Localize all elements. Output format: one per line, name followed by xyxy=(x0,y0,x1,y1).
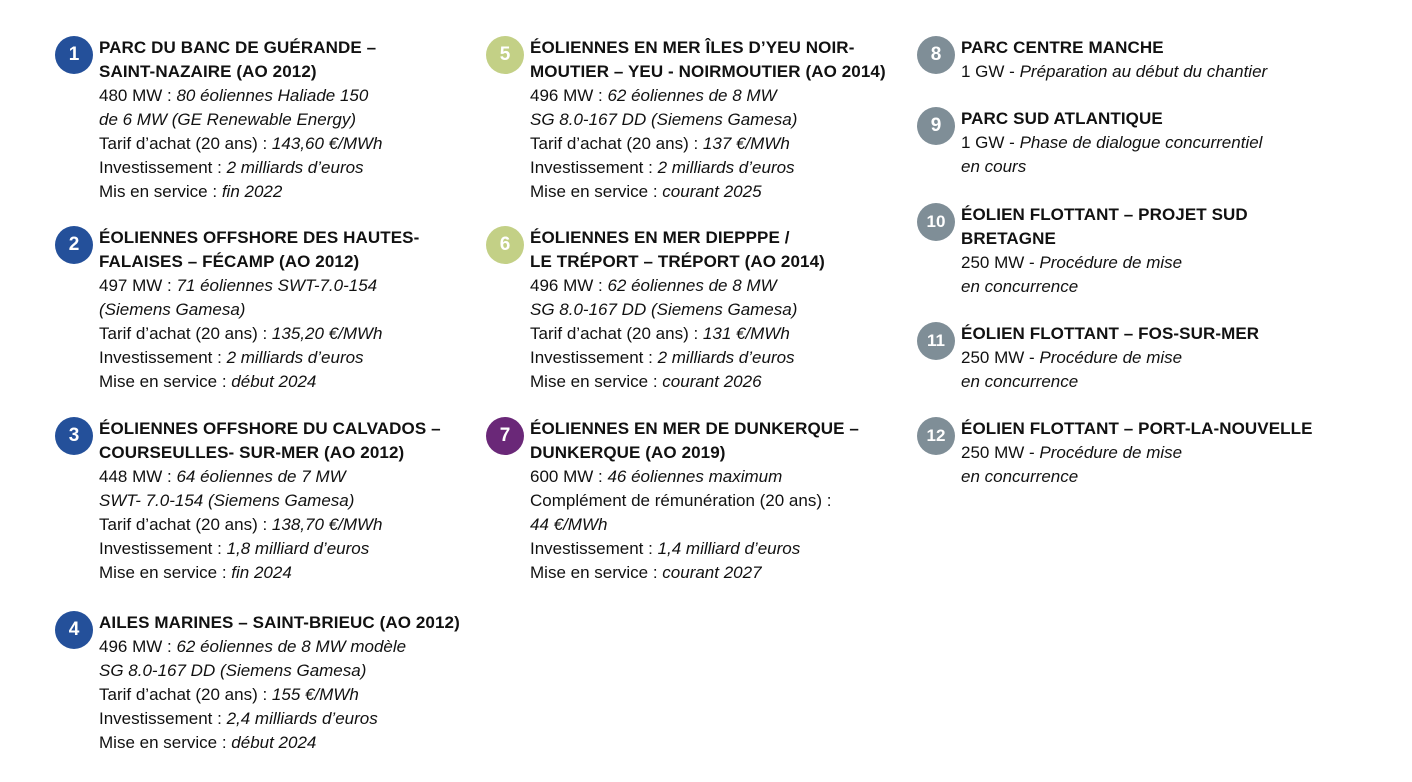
detail-line xyxy=(530,346,896,370)
detail-separator: : xyxy=(648,182,663,201)
detail-label: Investissement xyxy=(99,348,213,367)
project-title: ÉOLIENNES EN MER DIEPPPE / xyxy=(530,228,790,247)
project-12 xyxy=(917,417,1337,489)
project-title: ÉOLIENNES OFFSHORE DU CALVADOS – xyxy=(99,419,441,438)
detail-line xyxy=(530,513,896,537)
project-title: ÉOLIENNES OFFSHORE DES HAUTES- xyxy=(99,228,420,247)
detail-line xyxy=(99,156,465,180)
detail-separator: : xyxy=(688,134,703,153)
detail-line xyxy=(961,346,1337,370)
detail-separator: : xyxy=(593,276,608,295)
detail-line xyxy=(961,60,1337,84)
detail-value: Procédure de mise xyxy=(1039,348,1183,367)
column-3 xyxy=(917,36,1337,489)
detail-label: 1 GW xyxy=(961,62,1005,81)
project-4 xyxy=(55,611,465,755)
detail-label: Investissement xyxy=(99,158,213,177)
detail-separator: : xyxy=(593,467,608,486)
detail-value: (Siemens Gamesa) xyxy=(99,300,246,319)
detail-value: fin 2022 xyxy=(221,182,283,201)
project-number-badge: 7 xyxy=(486,417,524,455)
project-3 xyxy=(55,417,465,611)
detail-line xyxy=(99,370,465,394)
detail-label: Mise en service xyxy=(99,733,218,752)
project-number-badge: 12 xyxy=(917,417,955,455)
project-title: FALAISES – FÉCAMP (AO 2012) xyxy=(99,252,360,271)
detail-separator: : xyxy=(212,539,227,558)
detail-separator: : xyxy=(212,348,227,367)
project-10 xyxy=(917,203,1337,322)
detail-label: Mise en service xyxy=(99,372,218,391)
column-1 xyxy=(55,36,465,755)
project-title: BRETAGNE xyxy=(961,229,1056,248)
detail-separator: : xyxy=(257,685,272,704)
detail-separator: : xyxy=(257,515,272,534)
detail-label: 600 MW xyxy=(530,467,594,486)
detail-separator: : xyxy=(162,276,177,295)
project-number-badge: 6 xyxy=(486,226,524,264)
detail-line xyxy=(99,108,465,132)
detail-value: 2 milliards d’euros xyxy=(657,348,795,367)
project-title: AILES MARINES – SAINT-BRIEUC (AO 2012) xyxy=(99,613,460,632)
detail-separator: : xyxy=(257,324,272,343)
detail-value: 143,60 €/MWh xyxy=(271,134,383,153)
project-title: MOUTIER – YEU - NOIRMOUTIER (AO 2014) xyxy=(530,62,886,81)
detail-separator: : xyxy=(643,539,658,558)
project-number-badge: 1 xyxy=(55,36,93,74)
detail-label: 496 MW xyxy=(99,637,163,656)
detail-value: 44 €/MWh xyxy=(530,515,608,534)
detail-line xyxy=(530,274,896,298)
project-title: ÉOLIENNES EN MER ÎLES D’YEU NOIR- xyxy=(530,38,855,57)
detail-value: SG 8.0-167 DD (Siemens Gamesa) xyxy=(530,110,798,129)
detail-value: 80 éoliennes Haliade 150 xyxy=(176,86,369,105)
detail-label: Mise en service xyxy=(99,563,218,582)
detail-label: Tarif d’achat (20 ans) xyxy=(530,324,689,343)
detail-label: Mis en service xyxy=(99,182,208,201)
detail-value: 2 milliards d’euros xyxy=(226,348,364,367)
detail-label: Investissement xyxy=(530,158,644,177)
detail-separator: : xyxy=(162,86,177,105)
project-number-badge: 5 xyxy=(486,36,524,74)
detail-line xyxy=(99,513,465,537)
detail-line xyxy=(530,156,896,180)
detail-line xyxy=(99,132,465,156)
detail-line xyxy=(99,731,465,755)
detail-value: SG 8.0-167 DD (Siemens Gamesa) xyxy=(530,300,798,319)
project-8 xyxy=(917,36,1337,107)
detail-value: 135,20 €/MWh xyxy=(271,324,383,343)
column-2 xyxy=(486,36,896,585)
detail-separator: - xyxy=(1004,133,1020,152)
detail-separator: : xyxy=(821,491,832,510)
project-9 xyxy=(917,107,1337,203)
detail-value: en concurrence xyxy=(961,467,1079,486)
detail-label: Tarif d’achat (20 ans) xyxy=(99,685,258,704)
detail-line xyxy=(961,131,1337,155)
detail-label: 250 MW xyxy=(961,443,1025,462)
detail-value: SG 8.0-167 DD (Siemens Gamesa) xyxy=(99,661,367,680)
detail-value: Préparation au début du chantier xyxy=(1019,62,1268,81)
detail-value: Procédure de mise xyxy=(1039,253,1183,272)
detail-label: Mise en service xyxy=(530,372,649,391)
detail-label: Tarif d’achat (20 ans) xyxy=(99,134,258,153)
detail-line xyxy=(99,537,465,561)
project-title: ÉOLIENNES EN MER DE DUNKERQUE – xyxy=(530,419,859,438)
detail-value: 2 milliards d’euros xyxy=(657,158,795,177)
detail-label: Complément de rémunération (20 ans) xyxy=(530,491,822,510)
detail-value: 155 €/MWh xyxy=(271,685,359,704)
project-number-badge: 11 xyxy=(917,322,955,360)
detail-value: en concurrence xyxy=(961,277,1079,296)
detail-line xyxy=(961,275,1337,299)
detail-line xyxy=(961,465,1337,489)
detail-line xyxy=(99,489,465,513)
detail-line xyxy=(99,561,465,585)
detail-line xyxy=(99,635,465,659)
detail-separator: : xyxy=(648,372,663,391)
detail-separator: : xyxy=(217,733,232,752)
detail-value: 62 éoliennes de 8 MW xyxy=(607,86,777,105)
detail-label: Investissement xyxy=(99,539,213,558)
project-6 xyxy=(486,226,896,417)
detail-separator: - xyxy=(1024,443,1040,462)
detail-line xyxy=(530,370,896,394)
detail-value: 137 €/MWh xyxy=(702,134,790,153)
detail-value: SWT- 7.0-154 (Siemens Gamesa) xyxy=(99,491,355,510)
detail-separator: - xyxy=(1024,253,1040,272)
project-title: SAINT-NAZAIRE (AO 2012) xyxy=(99,62,317,81)
detail-value: 2 milliards d’euros xyxy=(226,158,364,177)
detail-label: 497 MW xyxy=(99,276,163,295)
detail-value: 64 éoliennes de 7 MW xyxy=(176,467,346,486)
detail-label: Investissement xyxy=(530,539,644,558)
detail-line xyxy=(530,322,896,346)
project-5 xyxy=(486,36,896,226)
project-7 xyxy=(486,417,896,585)
detail-value: courant 2026 xyxy=(662,372,762,391)
detail-value: 131 €/MWh xyxy=(702,324,790,343)
project-title: ÉOLIEN FLOTTANT – PORT-LA-NOUVELLE xyxy=(961,419,1313,438)
detail-value: 62 éoliennes de 8 MW modèle xyxy=(176,637,407,656)
project-title: LE TRÉPORT – TRÉPORT (AO 2014) xyxy=(530,252,825,271)
detail-value: Procédure de mise xyxy=(1039,443,1183,462)
detail-line xyxy=(530,180,896,204)
detail-line xyxy=(99,322,465,346)
detail-line xyxy=(961,155,1337,179)
detail-line xyxy=(530,537,896,561)
project-number-badge: 3 xyxy=(55,417,93,455)
detail-line xyxy=(99,180,465,204)
detail-value: en cours xyxy=(961,157,1027,176)
project-title: ÉOLIEN FLOTTANT – FOS-SUR-MER xyxy=(961,324,1260,343)
detail-line xyxy=(530,108,896,132)
detail-separator: : xyxy=(212,709,227,728)
detail-line xyxy=(530,489,896,513)
detail-value: fin 2024 xyxy=(231,563,292,582)
detail-line xyxy=(99,298,465,322)
project-11 xyxy=(917,322,1337,417)
detail-label: Investissement xyxy=(530,348,644,367)
detail-separator: : xyxy=(162,467,177,486)
detail-value: 2,4 milliards d’euros xyxy=(226,709,378,728)
project-number-badge: 2 xyxy=(55,226,93,264)
detail-line xyxy=(99,84,465,108)
project-title: PARC CENTRE MANCHE xyxy=(961,38,1164,57)
detail-label: Tarif d’achat (20 ans) xyxy=(99,324,258,343)
project-title: ÉOLIEN FLOTTANT – PROJET SUD xyxy=(961,205,1248,224)
detail-separator: : xyxy=(257,134,272,153)
detail-separator: - xyxy=(1024,348,1040,367)
detail-value: 1,8 milliard d’euros xyxy=(226,539,370,558)
detail-value: de 6 MW (GE Renewable Energy) xyxy=(99,110,356,129)
detail-value: 62 éoliennes de 8 MW xyxy=(607,276,777,295)
detail-value: 138,70 €/MWh xyxy=(271,515,383,534)
detail-separator: : xyxy=(688,324,703,343)
detail-separator: : xyxy=(593,86,608,105)
project-number-badge: 4 xyxy=(55,611,93,649)
project-number-badge: 9 xyxy=(917,107,955,145)
detail-value: 71 éoliennes SWT-7.0-154 xyxy=(176,276,378,295)
detail-line xyxy=(530,298,896,322)
detail-line xyxy=(99,707,465,731)
detail-line xyxy=(99,465,465,489)
detail-value: courant 2025 xyxy=(662,182,762,201)
detail-separator: : xyxy=(648,563,663,582)
project-number-badge: 8 xyxy=(917,36,955,74)
project-number-badge: 10 xyxy=(917,203,955,241)
project-2 xyxy=(55,226,465,417)
detail-value: en concurrence xyxy=(961,372,1079,391)
detail-value: début 2024 xyxy=(231,733,317,752)
project-title: PARC SUD ATLANTIQUE xyxy=(961,109,1163,128)
project-title: DUNKERQUE (AO 2019) xyxy=(530,443,726,462)
detail-line xyxy=(961,370,1337,394)
detail-label: 1 GW xyxy=(961,133,1005,152)
detail-label: 480 MW xyxy=(99,86,163,105)
detail-label: 448 MW xyxy=(99,467,163,486)
detail-label: 496 MW xyxy=(530,276,594,295)
detail-line xyxy=(99,683,465,707)
detail-separator: : xyxy=(162,637,177,656)
detail-label: Tarif d’achat (20 ans) xyxy=(530,134,689,153)
project-title: COURSEULLES- SUR-MER (AO 2012) xyxy=(99,443,405,462)
detail-label: 250 MW xyxy=(961,253,1025,272)
detail-label: Mise en service xyxy=(530,563,649,582)
detail-line xyxy=(99,659,465,683)
detail-separator: : xyxy=(207,182,222,201)
detail-value: 46 éoliennes maximum xyxy=(607,467,783,486)
detail-value: 1,4 milliard d’euros xyxy=(657,539,801,558)
detail-label: Tarif d’achat (20 ans) xyxy=(99,515,258,534)
detail-separator: : xyxy=(643,348,658,367)
detail-value: Phase de dialogue concurrentiel xyxy=(1019,133,1263,152)
project-title: PARC DU BANC DE GUÉRANDE – xyxy=(99,38,377,57)
detail-value: courant 2027 xyxy=(662,563,762,582)
detail-separator: : xyxy=(217,372,232,391)
detail-line xyxy=(530,84,896,108)
detail-line xyxy=(99,274,465,298)
detail-separator: : xyxy=(217,563,232,582)
detail-line xyxy=(530,132,896,156)
detail-line xyxy=(961,251,1337,275)
detail-separator: : xyxy=(212,158,227,177)
detail-label: Investissement xyxy=(99,709,213,728)
detail-separator: - xyxy=(1004,62,1020,81)
detail-value: début 2024 xyxy=(231,372,317,391)
detail-separator: : xyxy=(643,158,658,177)
detail-label: Mise en service xyxy=(530,182,649,201)
detail-line xyxy=(530,465,896,489)
detail-line xyxy=(530,561,896,585)
detail-label: 250 MW xyxy=(961,348,1025,367)
detail-line xyxy=(99,346,465,370)
detail-line xyxy=(961,441,1337,465)
detail-label: 496 MW xyxy=(530,86,594,105)
project-1 xyxy=(55,36,465,226)
